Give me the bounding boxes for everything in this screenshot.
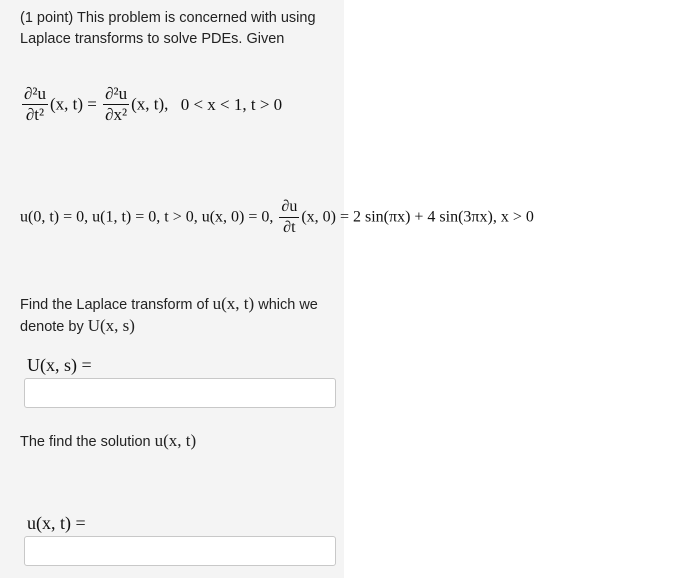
transform-prompt-denote-math: U(x, s) — [87, 316, 135, 335]
answer2-label: u(x, t) = — [27, 513, 86, 533]
boundary-conditions: u(0, t) = 0, u(1, t) = 0, t > 0, u(x, 0) = 0, — [20, 208, 274, 226]
ic-numerator: ∂u — [279, 197, 299, 218]
transform-prompt-math: u(x, t) — [212, 294, 255, 313]
pde-equation — [20, 84, 282, 125]
transform-prompt-post: which we — [258, 297, 318, 313]
transform-prompt-line-1 — [20, 293, 318, 316]
answer1-label: U(x, s) = — [27, 355, 92, 375]
solution-prompt-text: The find the solution — [20, 434, 151, 450]
solution-answer-input[interactable] — [24, 536, 336, 566]
initial-condition: (x, 0) = 2 sin(πx) + 4 sin(3πx), x > 0 — [301, 208, 534, 226]
transform-prompt-text: Find the Laplace transform of — [20, 297, 209, 313]
intro-line-1: (1 point) This problem is concerned with using — [20, 10, 316, 26]
laplace-transform-answer-input[interactable] — [24, 378, 336, 408]
ic-fraction — [279, 197, 299, 238]
intro-line-2: Laplace transforms to solve PDEs. Given — [20, 31, 285, 47]
pde-rhs-args: (x, t), — [131, 94, 169, 114]
ic-denominator: ∂t — [283, 219, 296, 236]
pde-lhs-numerator: ∂²u — [24, 84, 46, 103]
transform-prompt-line-2 — [20, 315, 135, 338]
pde-rhs-fraction — [103, 84, 129, 125]
solution-prompt — [20, 430, 196, 453]
pde-rhs-numerator: ∂²u — [105, 84, 128, 103]
pde-lhs-denominator: ∂t² — [25, 105, 45, 124]
conditions-equation — [20, 197, 534, 238]
transform-prompt-denote: denote by — [20, 319, 84, 335]
solution-prompt-math: u(x, t) — [154, 431, 197, 450]
pde-lhs-args: (x, t) = — [50, 94, 97, 114]
pde-domain: 0 < x < 1, t > 0 — [180, 94, 283, 114]
pde-lhs-fraction — [22, 84, 48, 125]
pde-rhs-denominator: ∂x² — [105, 105, 128, 124]
